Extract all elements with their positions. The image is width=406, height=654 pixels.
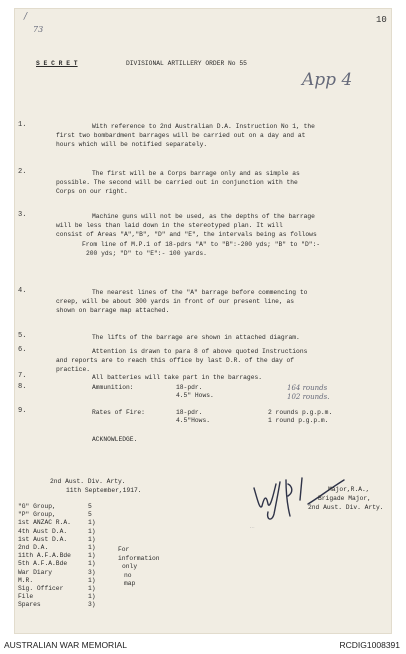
rate-value-1: 2 rounds p.g.p.m.	[268, 409, 333, 416]
footer-reference: RCDIG1008391	[339, 640, 400, 650]
para-line: 200 yds; "D" to "E":- 100 yards.	[86, 249, 207, 257]
para-line: creep, will be about 300 yards in front of our present line, as	[56, 298, 295, 306]
acknowledge: ACKNOWLEDGE.	[92, 436, 138, 443]
note-line: map	[124, 580, 136, 587]
distribution-count: 1)	[88, 544, 96, 551]
ammo-gun-2: 4.5" Hows.	[176, 392, 214, 399]
archive-footer	[0, 634, 406, 654]
para-number: 3.	[18, 211, 27, 219]
signer-role: Brigade Major,	[318, 495, 371, 502]
distribution-count: 1)	[88, 527, 96, 535]
rate-gun-2: 4.5"Hows.	[176, 417, 211, 424]
distribution-count: 1)	[88, 585, 96, 592]
distribution-recipient: File	[18, 593, 34, 601]
distribution-recipient: M.R.	[18, 576, 34, 584]
para-number: 9.	[18, 407, 27, 415]
signer-rank: Major,R.A.,	[328, 486, 370, 493]
distribution-recipient: Spares	[18, 601, 41, 609]
distribution-recipient: 11th A.F.A.Bde	[18, 552, 71, 560]
ammo-value-2: 102 rounds.	[287, 393, 330, 401]
distribution-count: 3)	[88, 568, 96, 576]
para-line: All batteries will take part in the barrages.	[92, 374, 263, 381]
distribution-recipient: "P" Group,	[18, 511, 56, 519]
distribution-recipient: 4th Aust D.A.	[18, 527, 68, 535]
para-line: hours which will be notified separately.	[56, 141, 208, 149]
note-line: only	[122, 563, 138, 570]
distribution-note	[118, 546, 160, 589]
para-line: The first will be a Corps barrage only and as simple as	[92, 170, 300, 177]
ammo-value-1: 164 rounds	[287, 384, 328, 392]
para-line: first two bombardment barrages will be carried out on a day and at	[56, 132, 306, 140]
secret-stamp: S E C R E T	[36, 60, 78, 67]
para-line: possible. The second will be carried out in conjunction with the	[56, 179, 298, 187]
para-line: From line of M.P.1 of 18-pdrs "A" to "B":-200 yds; "B" to "D":-	[82, 240, 321, 248]
rate-value-2: 1 round p.g.p.m.	[268, 417, 329, 424]
distribution-recipient: 1st ANZAC R.A.	[18, 519, 71, 527]
para-line: Attention is drawn to para 8 of above quoted Instructions	[92, 348, 308, 355]
distribution-count: 5	[88, 503, 92, 510]
distribution-recipient: 5th A.F.A.Bde	[18, 560, 68, 568]
page-number: 10	[376, 15, 387, 25]
footer-institution: AUSTRALIAN WAR MEMORIAL	[4, 640, 127, 650]
distribution-recipient: Sig. Officer	[18, 585, 64, 592]
signature-text: W. J. P	[250, 528, 255, 529]
para-line: shown on barrage map attached.	[56, 307, 170, 315]
para-line: practice.	[56, 366, 91, 374]
para-number: 1.	[18, 121, 27, 129]
distribution-count: 1)	[88, 552, 96, 560]
para-number: 6.	[18, 346, 27, 354]
document-title: DIVISIONAL ARTILLERY ORDER No 55	[126, 60, 247, 67]
para-line: will be less than laid down in the stereotyped plan. It will	[56, 222, 283, 230]
para-number: 4.	[18, 287, 27, 295]
handwritten-tick: /	[24, 12, 28, 22]
distribution-recipient: 1st Aust D.A.	[18, 535, 68, 543]
origin-unit: 2nd Aust. Div. Arty.	[50, 478, 126, 485]
distribution-count: 1)	[88, 593, 96, 601]
para-line: The lifts of the barrage are shown in attached diagram.	[92, 334, 300, 341]
rate-gun-1: 18-pdr.	[176, 409, 203, 416]
para-line: The nearest lines of the "A" barrage before commencing to	[92, 289, 308, 296]
para-number: 7.	[18, 372, 27, 380]
para-number: 5.	[18, 332, 27, 340]
distribution-recipient: "G" Group,	[18, 503, 56, 510]
para-number: 8.	[18, 383, 27, 391]
signer-unit: 2nd Aust. Div. Arty.	[308, 504, 384, 511]
distribution-count: 1)	[88, 535, 96, 543]
para-number: 2.	[18, 168, 27, 176]
ammunition-label: Ammunition:	[92, 384, 134, 391]
para-line: and reports are to reach this office by last D.R. of the day of	[56, 357, 295, 365]
ammo-gun-1: 18-pdr.	[176, 384, 203, 391]
rates-label: Rates of Fire:	[92, 409, 145, 416]
note-line: information	[118, 554, 160, 562]
origin-date: 11th September,1917.	[66, 487, 142, 494]
distribution-recipient: War Diary	[18, 568, 53, 576]
handwritten-number: 73	[33, 25, 44, 34]
document-page	[14, 8, 392, 634]
distribution-count: 1)	[88, 519, 96, 527]
distribution-count: 3)	[88, 601, 96, 609]
para-line: With reference to 2nd Australian D.A. Instruction No 1, the	[92, 123, 315, 130]
handwritten-annotation: App 4	[302, 70, 353, 90]
para-line: Corps on our right.	[56, 188, 128, 196]
distribution-count: 5	[88, 511, 92, 519]
para-line: consist of Areas "A","B", "D" and "E", the intervals being as follows	[56, 231, 317, 239]
note-line: no	[124, 571, 132, 579]
distribution-count: 1)	[88, 560, 96, 568]
distribution-count: 1)	[88, 576, 96, 584]
para-line: Machine guns will not be used, as the depths of the barrage	[92, 213, 315, 220]
distribution-recipient: 2nd D.A.	[18, 544, 49, 551]
note-line: For	[118, 546, 130, 553]
